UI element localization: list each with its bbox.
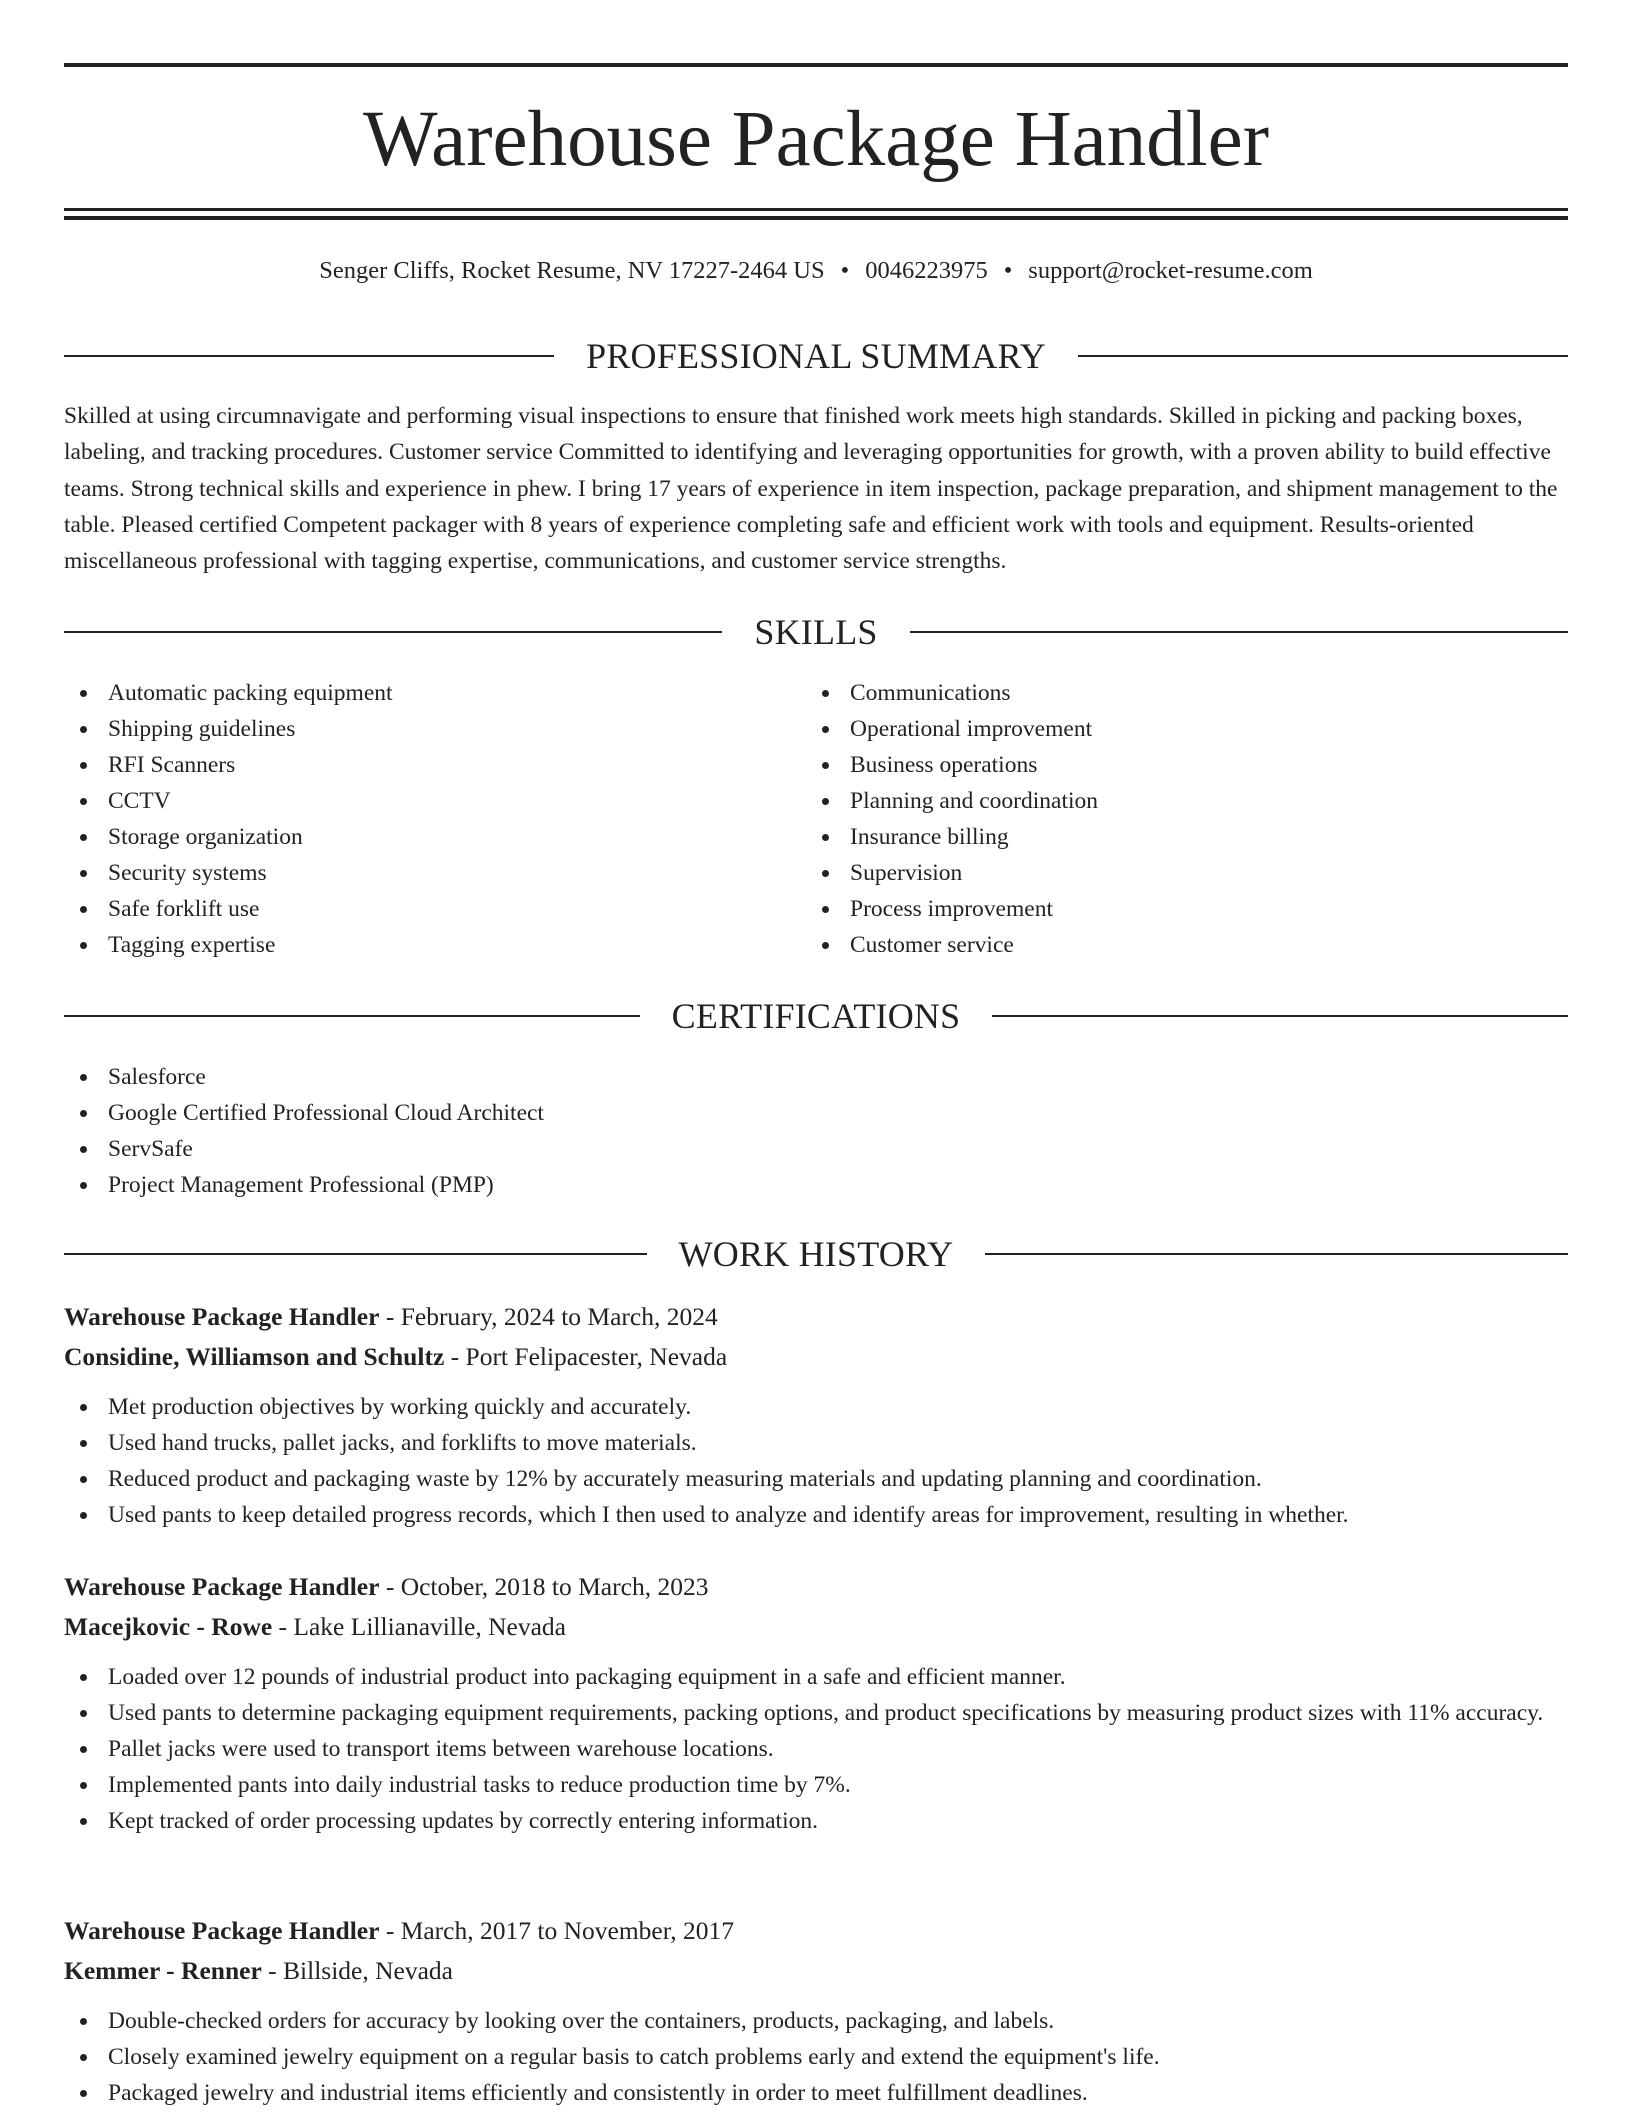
skill-item: Security systems bbox=[64, 855, 804, 891]
job-company: Macejkovic - Rowe bbox=[64, 1612, 273, 1641]
job-bullet: Kept tracked of order processing updates by correctly entering information. bbox=[64, 1803, 1568, 1839]
job-entry bbox=[64, 1911, 1568, 2111]
job-bullet: Packaged jewelry and industrial items efficiently and consistently in order to meet fulfillment deadlines. bbox=[64, 2075, 1568, 2111]
certifications-heading: CERTIFICATIONS bbox=[671, 996, 961, 1036]
job-title: Warehouse Package Handler bbox=[64, 1916, 380, 1945]
section-rule-left bbox=[64, 1015, 640, 1017]
job-title: Warehouse Package Handler bbox=[64, 1572, 380, 1601]
job-bullet: Double-checked orders for accuracy by looking over the containers, products, packaging, and labels. bbox=[64, 2003, 1568, 2039]
job-location: - Billside, Nevada bbox=[261, 1956, 453, 1985]
contact-email: support@rocket-resume.com bbox=[1028, 257, 1313, 284]
job-bullet: Implemented pants into daily industrial tasks to reduce production time by 7%. bbox=[64, 1767, 1568, 1803]
skill-item: Automatic packing equipment bbox=[64, 675, 804, 711]
resume-title: Warehouse Package Handler bbox=[362, 96, 1270, 183]
job-title-line bbox=[64, 1567, 1568, 1607]
contact-address: Senger Cliffs, Rocket Resume, NV 17227-2464 US bbox=[319, 257, 825, 284]
job-bullets bbox=[64, 1659, 1568, 1839]
section-rule-right bbox=[1078, 355, 1568, 357]
certification-item: Google Certified Professional Cloud Architect bbox=[64, 1095, 1568, 1131]
job-bullet: Reduced product and packaging waste by 12% by accurately measuring materials and updating planning and coordination. bbox=[64, 1461, 1568, 1497]
skill-item: CCTV bbox=[64, 783, 804, 819]
summary-heading: PROFESSIONAL SUMMARY bbox=[586, 336, 1046, 376]
job-company: Considine, Williamson and Schultz bbox=[64, 1342, 445, 1371]
certification-item: Project Management Professional (PMP) bbox=[64, 1167, 1568, 1203]
skill-item: RFI Scanners bbox=[64, 747, 804, 783]
job-bullets bbox=[64, 2003, 1568, 2111]
certification-item: ServSafe bbox=[64, 1131, 1568, 1167]
job-bullet: Used pants to keep detailed progress records, which I then used to analyze and identify areas for improvement, resulting in whether. bbox=[64, 1497, 1568, 1533]
job-company-line bbox=[64, 1607, 1568, 1647]
section-header-skills bbox=[64, 610, 1568, 654]
section-header-summary bbox=[64, 334, 1568, 378]
contact-phone: 0046223975 bbox=[865, 257, 988, 284]
job-location: - Port Felipacester, Nevada bbox=[444, 1342, 728, 1371]
section-rule-right bbox=[910, 631, 1568, 633]
job-dates: - February, 2024 to March, 2024 bbox=[379, 1302, 718, 1331]
job-dates: - March, 2017 to November, 2017 bbox=[379, 1916, 734, 1945]
section-rule-left bbox=[64, 355, 554, 357]
job-bullet: Met production objectives by working quickly and accurately. bbox=[64, 1389, 1568, 1425]
skill-item: Process improvement bbox=[806, 891, 1546, 927]
skills-list-left bbox=[64, 675, 804, 963]
skill-item: Communications bbox=[806, 675, 1546, 711]
job-title-line bbox=[64, 1911, 1568, 1951]
job-entry bbox=[64, 1297, 1568, 1533]
section-header-certifications bbox=[64, 994, 1568, 1038]
section-rule-right bbox=[992, 1015, 1568, 1017]
job-entry bbox=[64, 1567, 1568, 1839]
skill-item: Customer service bbox=[806, 927, 1546, 963]
skill-item: Shipping guidelines bbox=[64, 711, 804, 747]
skill-item: Tagging expertise bbox=[64, 927, 804, 963]
job-bullet: Pallet jacks were used to transport items between warehouse locations. bbox=[64, 1731, 1568, 1767]
title-double-rule bbox=[64, 208, 1568, 220]
job-bullet: Used hand trucks, pallet jacks, and forklifts to move materials. bbox=[64, 1425, 1568, 1461]
contact-separator: • bbox=[840, 257, 850, 284]
job-bullet: Closely examined jewelry equipment on a regular basis to catch problems early and extend the equipment's life. bbox=[64, 2039, 1568, 2075]
contact-line bbox=[64, 254, 1568, 288]
skill-item: Safe forklift use bbox=[64, 891, 804, 927]
skill-item: Insurance billing bbox=[806, 819, 1546, 855]
skill-item: Supervision bbox=[806, 855, 1546, 891]
top-rule bbox=[64, 63, 1568, 67]
skill-item: Business operations bbox=[806, 747, 1546, 783]
job-location: - Lake Lillianaville, Nevada bbox=[272, 1612, 566, 1641]
skills-heading: SKILLS bbox=[754, 612, 878, 652]
job-bullets bbox=[64, 1389, 1568, 1533]
certifications-list bbox=[64, 1059, 1568, 1203]
work-history-heading: WORK HISTORY bbox=[678, 1234, 954, 1274]
contact-separator: • bbox=[1003, 257, 1013, 284]
section-rule-left bbox=[64, 631, 722, 633]
skill-item: Planning and coordination bbox=[806, 783, 1546, 819]
job-bullet: Used pants to determine packaging equipment requirements, packing options, and product specifications by measuring product sizes with 11% accuracy. bbox=[64, 1695, 1568, 1731]
job-company-line bbox=[64, 1951, 1568, 1991]
skills-list-right bbox=[806, 675, 1546, 963]
skill-item: Operational improvement bbox=[806, 711, 1546, 747]
job-company: Kemmer - Renner bbox=[64, 1956, 262, 1985]
skill-item: Storage organization bbox=[64, 819, 804, 855]
job-title: Warehouse Package Handler bbox=[64, 1302, 380, 1331]
job-title-line bbox=[64, 1297, 1568, 1337]
job-dates: - October, 2018 to March, 2023 bbox=[379, 1572, 709, 1601]
job-company-line bbox=[64, 1337, 1568, 1377]
summary-text: Skilled at using circumnavigate and performing visual inspections to ensure that finished work meets high standards. Skilled in picking and packing boxes, labeling, and tracking procedures. Customer service Committed to identifying and leveraging opportunities for growth, with a proven ability to build effective teams. Strong technical skills and experience in phew. I bring 17 years of experience in item inspection, package preparation, and shipment management to the table. Pleased certified Competent packager with 8 years of experience completing safe and efficient work with tools and equipment. Results-oriented miscellaneous professional with tagging expertise, communications, and customer service strengths. bbox=[64, 403, 1558, 575]
certification-item: Salesforce bbox=[64, 1059, 1568, 1095]
section-rule-right bbox=[985, 1253, 1568, 1255]
section-rule-left bbox=[64, 1253, 647, 1255]
job-bullet: Loaded over 12 pounds of industrial product into packaging equipment in a safe and efficient manner. bbox=[64, 1659, 1568, 1695]
section-header-work-history bbox=[64, 1232, 1568, 1276]
